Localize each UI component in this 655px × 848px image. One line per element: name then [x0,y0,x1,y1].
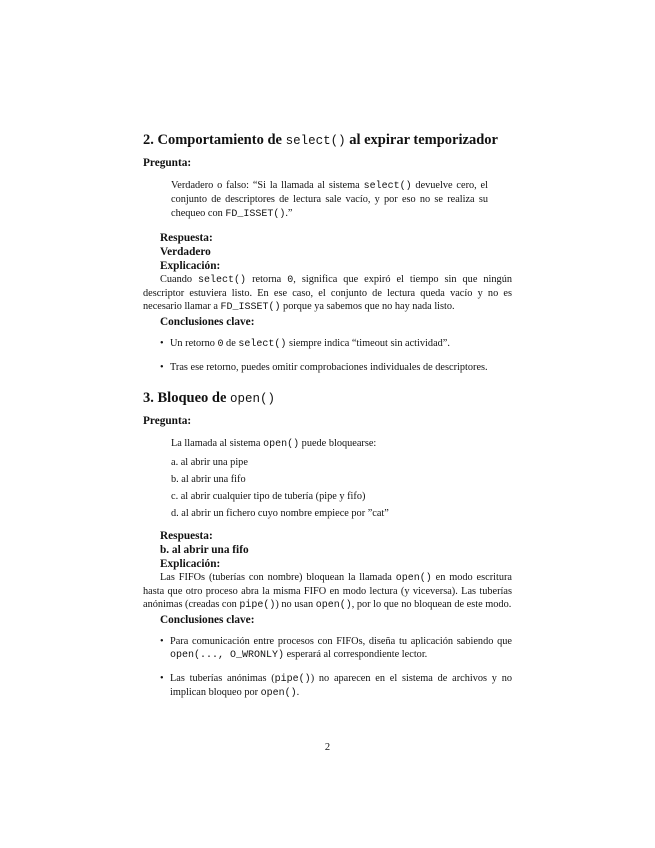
s3-question-label: Pregunta: [143,415,192,428]
s2-explanation-label: Explicación: [160,259,221,272]
page-number: 2 [324,742,331,753]
section-2-title: 2. Comportamiento de select() al expirar temporizador [143,132,498,148]
s2-question-label: Pregunta: [143,157,192,169]
bullet-icon: • [160,362,164,374]
list-item: • Para comunicación entre procesos con FIFOs, diseña tu aplicación sabiendo que open(..., O_WRONLY) esperará al correspondiente lector. [160,635,512,661]
list-item: • Tras ese retorno, puedes omitir comprobaciones individuales de descriptores. [160,362,488,374]
section-3-title: 3. Bloqueo de open() [143,390,276,407]
list-item: • Las tuberías anónimas (pipe()) no aparecen en el sistema de archivos y no implican bloqueo por open(). [160,673,512,700]
s3-option-b: b. al abrir una fifo [171,473,246,485]
list-item: • Un retorno 0 de select() siempre indica “timeout sin actividad”. [160,337,450,350]
s2-answer-value: Verdadero [160,245,211,258]
bullet-icon: • [160,673,164,685]
s2-question-text: Verdadero o falso: “Si la llamada al sistema select() devuelve cero, el conjunto de descriptores de lectura sale vacío, y por eso no se realiza su chequeo con FD_ISSET().” [171,180,488,220]
s2-conclusions-label: Conclusiones clave: [160,315,255,328]
s3-answer-value: b. al abrir una fifo [160,543,249,556]
s3-explanation-text: Las FIFOs (tuberías con nombre) bloquean la llamada open() en modo escritura hasta que otro proceso abra la misma FIFO en modo lectura (y viceversa). Las tuberías anónimas (creadas con pipe()) no usan open(), por lo que no bloquean de este modo. [143,571,512,612]
bullet-icon: • [160,337,164,349]
s3-option-c: c. al abrir cualquier tipo de tubería (pipe y fifo) [171,490,366,502]
s2-explanation-text: Cuando select() retorna 0, significa que expiró el tiempo sin que ningún descriptor estuviera listo. En ese caso, el conjunto de lectura queda vacío y no es necesario llamar a FD_ISSET() porque ya sabemos que no hay nada listo. [143,273,513,314]
s3-answer-label: Respuesta: [160,529,213,542]
document-page [143,130,512,711]
s3-conclusions-list [143,635,512,701]
s2-answer-label: Respuesta: [160,231,213,244]
s3-conclusions-label: Conclusiones clave: [160,613,255,626]
s2-conclusions-list [143,337,512,375]
s3-question-text: La llamada al sistema open() puede bloquearse: [171,438,377,451]
s3-option-a: a. al abrir una pipe [171,456,248,468]
s3-explanation-label: Explicación: [160,557,221,570]
s3-option-d: d. al abrir un fichero cuyo nombre empiece por ”cat” [171,507,389,519]
bullet-icon: • [160,635,164,647]
